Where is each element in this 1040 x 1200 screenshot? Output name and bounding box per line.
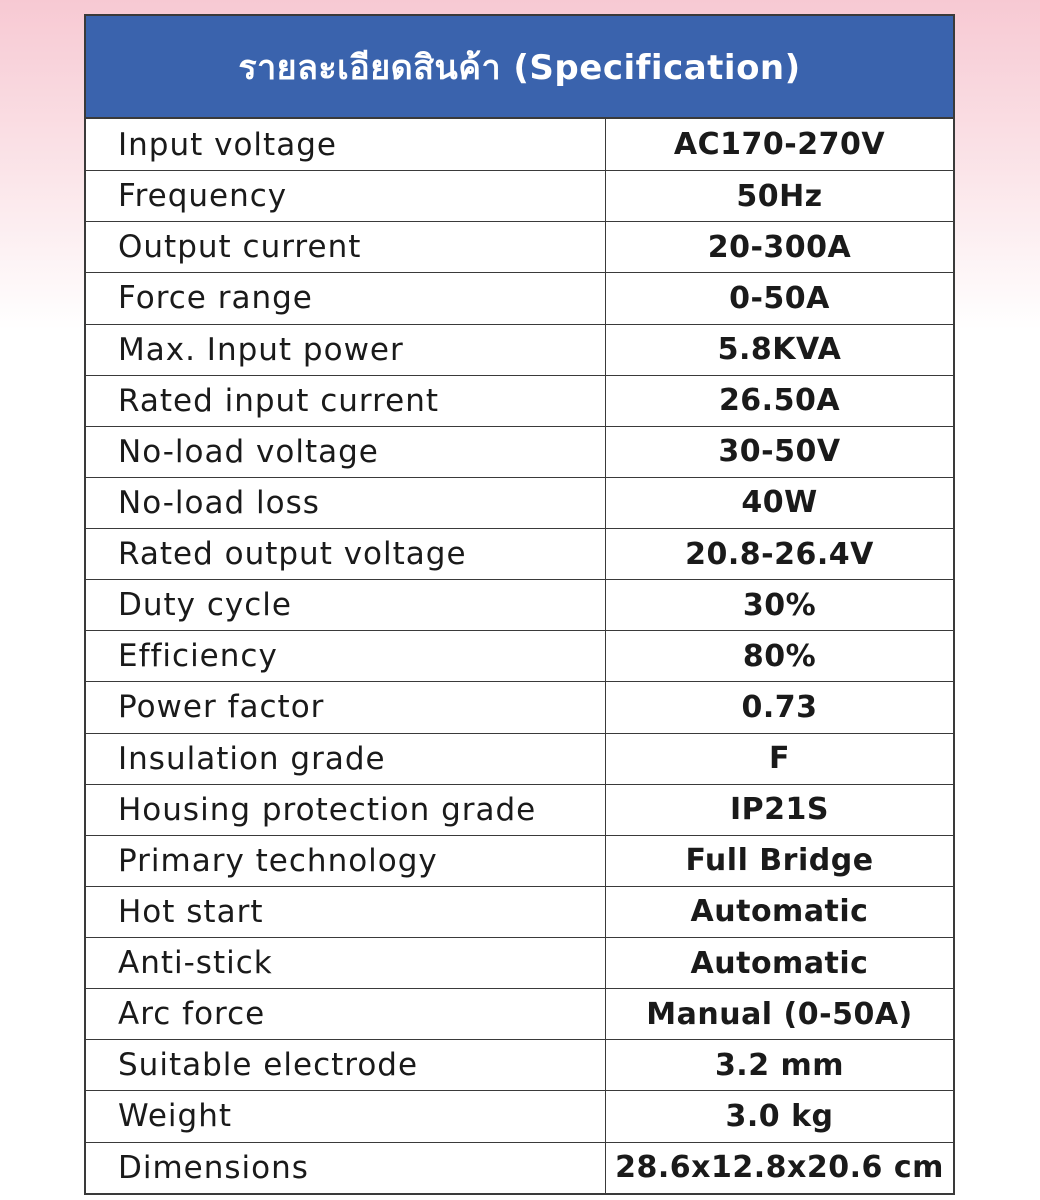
spec-value: 5.8KVA (717, 332, 842, 368)
table-row (86, 681, 953, 732)
spec-label: Housing protection grade (86, 785, 606, 835)
table-row (86, 170, 953, 221)
spec-label: Insulation grade (86, 734, 606, 784)
table-row (86, 886, 953, 937)
spec-label: Force range (86, 273, 606, 323)
table-row (86, 784, 953, 835)
spec-value: AC170-270V (673, 127, 886, 163)
spec-value: Automatic (690, 945, 869, 981)
spec-label: Rated input current (86, 376, 606, 426)
table-row (86, 1142, 953, 1193)
table-body (86, 119, 953, 1193)
spec-label: Weight (86, 1091, 606, 1141)
spec-value: 0.73 (741, 689, 818, 725)
spec-label: No-load voltage (86, 427, 606, 477)
spec-value: 20-300A (707, 229, 852, 265)
spec-label: Output current (86, 222, 606, 272)
spec-label: Frequency (86, 171, 606, 221)
spec-value: 30-50V (718, 434, 841, 470)
table-row (86, 988, 953, 1039)
spec-value: 30% (742, 587, 817, 623)
spec-value: IP21S (729, 792, 829, 828)
table-row (86, 221, 953, 272)
spec-value: 3.2 mm (714, 1047, 845, 1083)
spec-value: 80% (742, 638, 817, 674)
table-row (86, 324, 953, 375)
spec-value: Manual (0-50A) (646, 996, 913, 1032)
table-row (86, 630, 953, 681)
spec-label: Suitable electrode (86, 1040, 606, 1090)
spec-label: Primary technology (86, 836, 606, 886)
spec-label: Efficiency (86, 631, 606, 681)
table-row (86, 375, 953, 426)
specification-table (84, 14, 955, 1195)
spec-label: Rated output voltage (86, 529, 606, 579)
spec-label: Input voltage (86, 119, 606, 170)
table-row (86, 579, 953, 630)
table-row (86, 477, 953, 528)
table-row (86, 426, 953, 477)
spec-value: 40W (741, 485, 818, 521)
table-row (86, 1039, 953, 1090)
table-row (86, 272, 953, 323)
table-row (86, 119, 953, 170)
spec-value: 28.6x12.8x20.6 cm (615, 1150, 944, 1186)
table-row (86, 733, 953, 784)
spec-label: Max. Input power (86, 325, 606, 375)
table-row (86, 835, 953, 886)
spec-value: 26.50A (718, 383, 841, 419)
table-row (86, 937, 953, 988)
table-row (86, 528, 953, 579)
spec-value: Automatic (690, 894, 869, 930)
table-header (86, 16, 953, 119)
spec-value: 50Hz (736, 178, 823, 214)
table-title: รายละเอียดสินค้า (Specification) (238, 47, 801, 88)
spec-label: Anti-stick (86, 938, 606, 988)
spec-value: Full Bridge (685, 843, 874, 879)
spec-label: Dimensions (86, 1143, 606, 1193)
spec-value: 3.0 kg (725, 1098, 834, 1134)
spec-value: F (769, 741, 790, 777)
spec-label: Power factor (86, 682, 606, 732)
spec-label: Arc force (86, 989, 606, 1039)
spec-label: Duty cycle (86, 580, 606, 630)
spec-label: Hot start (86, 887, 606, 937)
spec-value: 20.8-26.4V (685, 536, 874, 572)
spec-value: 0-50A (729, 280, 830, 316)
spec-label: No-load loss (86, 478, 606, 528)
table-row (86, 1090, 953, 1141)
